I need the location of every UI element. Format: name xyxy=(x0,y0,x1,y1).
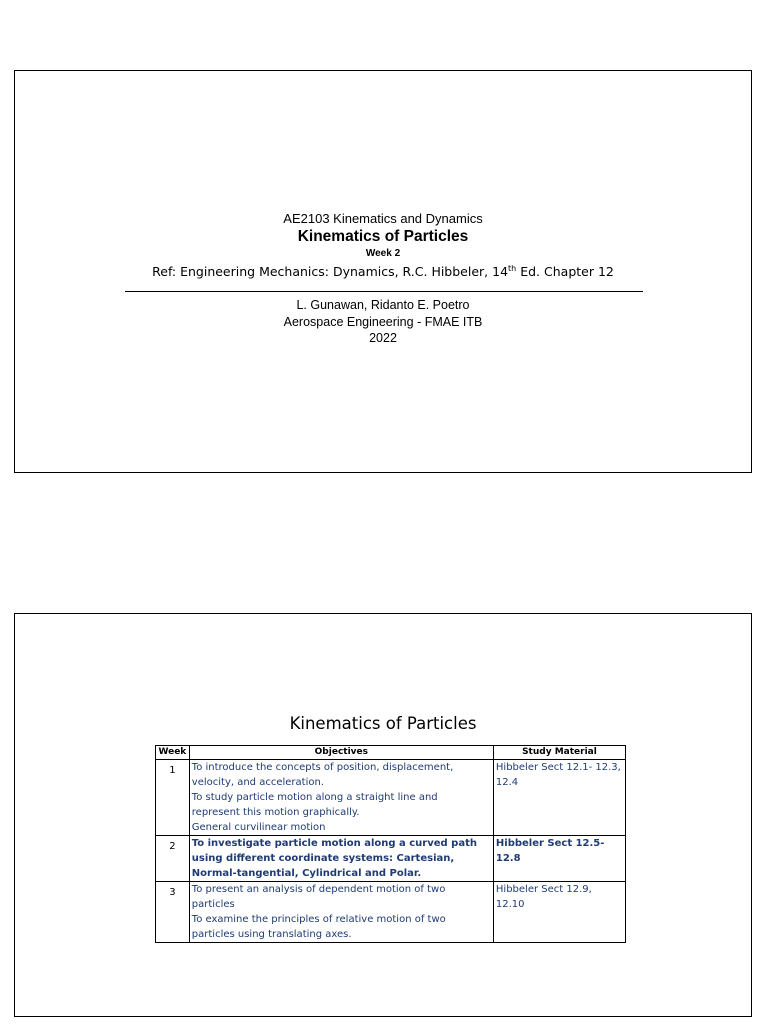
table-row xyxy=(156,760,626,836)
department: Aerospace Engineering - FMAE ITB xyxy=(283,314,483,329)
reference-suffix: Ed. Chapter 12 xyxy=(516,264,614,280)
material-line: Hibbeler Sect 12.5- xyxy=(495,838,605,849)
slide-title: Kinematics of Particles xyxy=(289,714,477,733)
objectives-cell xyxy=(189,760,493,836)
week-cell: 2 xyxy=(156,836,190,882)
objective-line: particles xyxy=(191,899,235,910)
material-line: 12.10 xyxy=(495,899,525,910)
reference-line xyxy=(15,264,751,279)
table-header-row xyxy=(156,746,626,760)
objective-line: velocity, and acceleration. xyxy=(191,777,324,788)
objective-line: To present an analysis of dependent motion of two xyxy=(191,884,446,895)
slide-title: Kinematics of Particles xyxy=(297,228,469,245)
material-cell xyxy=(493,836,625,882)
material-line: 12.8 xyxy=(495,853,521,864)
objectives-slide xyxy=(14,613,752,1017)
objective-line: General curvilinear motion xyxy=(191,822,326,833)
year: 2022 xyxy=(369,331,397,345)
objective-line: particles using translating axes. xyxy=(191,929,352,940)
material-line: Hibbeler Sect 12.9, xyxy=(495,884,592,895)
header-objectives: Objectives xyxy=(189,746,493,760)
objective-line: To study particle motion along a straight line and xyxy=(191,792,438,803)
objective-line: To introduce the concepts of position, displacement, xyxy=(191,762,454,773)
table-row xyxy=(156,882,626,943)
objective-line: To investigate particle motion along a curved path xyxy=(191,838,477,849)
objective-line: To examine the principles of relative motion of two xyxy=(191,914,446,925)
course-name: AE2103 Kinematics and Dynamics xyxy=(283,211,483,226)
week-cell: 1 xyxy=(156,760,190,836)
objective-line: represent this motion graphically. xyxy=(191,807,360,818)
header-study-material: Study Material xyxy=(493,746,625,760)
week-cell: 3 xyxy=(156,882,190,943)
objectives-cell xyxy=(189,836,493,882)
material-line: 12.4 xyxy=(495,777,519,788)
objective-line: Normal-tangential, Cylindrical and Polar. xyxy=(191,868,422,879)
title-slide xyxy=(14,70,752,473)
authors: L. Gunawan, Ridanto E. Poetro xyxy=(296,298,470,312)
author-block xyxy=(15,297,751,347)
reference-superscript: th xyxy=(508,264,517,273)
objective-line: using different coordinate systems: Cartesian, xyxy=(191,853,455,864)
header-week: Week xyxy=(156,746,190,760)
table-row xyxy=(156,836,626,882)
material-cell xyxy=(493,882,625,943)
material-line: Hibbeler Sect 12.1- 12.3, xyxy=(495,762,621,773)
objectives-cell xyxy=(189,882,493,943)
material-cell xyxy=(493,760,625,836)
week-label: Week 2 xyxy=(365,248,401,259)
objectives-table xyxy=(155,745,626,943)
reference-text: Ref: Engineering Mechanics: Dynamics, R.C. Hibbeler, 14 xyxy=(152,264,509,280)
divider-rule xyxy=(125,291,643,292)
